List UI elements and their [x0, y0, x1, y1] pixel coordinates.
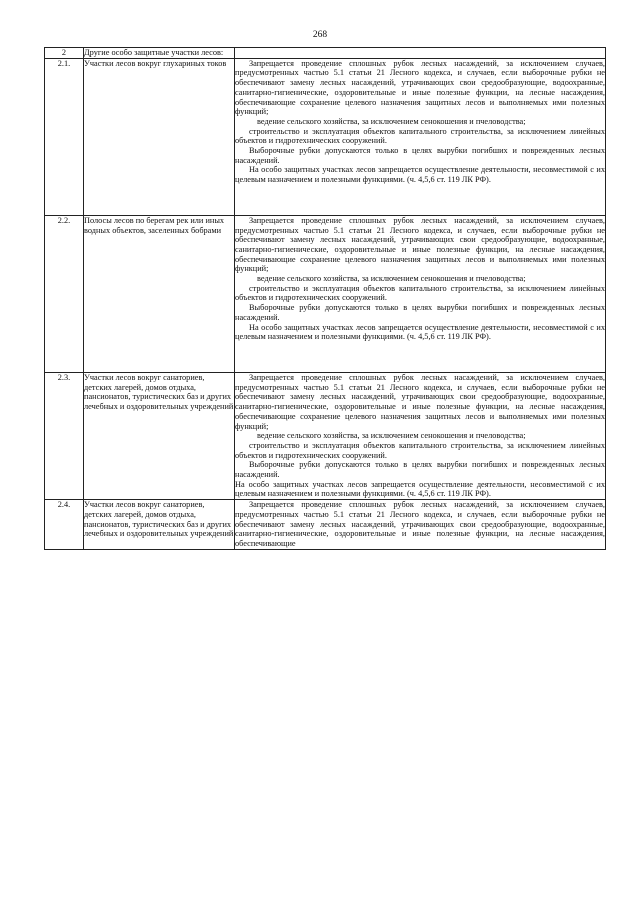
paragraph: строительство и эксплуатация объектов капитального строительства, за исключением линейных объектов и гидротехнических сооружений. — [235, 283, 605, 303]
row-spacer — [235, 185, 605, 215]
row-number: 2.4. — [45, 500, 84, 550]
paragraph: ведение сельского хозяйства, за исключением сенокошения и пчеловодства; — [257, 431, 526, 441]
restrictions-table — [44, 47, 606, 550]
paragraph: Запрещается проведение сплошных рубок лесных насаждений, за исключением случаев, предусмотренных частью 5.1 статьи 21 Лесного кодекса, и случаев, если выборочные рубки не обеспечивают замену лесных насаждений, утрачивающих свои средообразующие, водоохранные, санитарно-гигиенические, оздоровительные и иные полезные функции, на лесные насаждения, обеспечивающие — [235, 500, 605, 548]
paragraph: На особо защитных участках лесов запрещается осуществление деятельности, несовместимой с их целевым назначением и полезными функциями. (ч. 4,5,6 ст. 119 ЛК РФ). — [235, 479, 605, 499]
paragraph: Выборочные рубки допускаются только в целях вырубки погибших и поврежденных лесных насаждений. — [235, 460, 605, 480]
row-text — [235, 372, 606, 499]
row-name: Участки лесов вокруг санаториев, детских лагерей, домов отдыха, пансионатов, туристических баз и других лечебных и оздоровительных учреждений — [84, 372, 235, 499]
paragraph: На особо защитных участках лесов запрещается осуществление деятельности, несовместимой с их целевым назначением и полезными функциями. (ч. 4,5,6 ст. 119 ЛК РФ). — [235, 322, 605, 342]
paragraph: Запрещается проведение сплошных рубок лесных насаждений, за исключением случаев, предусмотренных частью 5.1 статьи 21 Лесного кодекса, и случаев, если выборочные рубки не обеспечивают замену лесных насаждений, утрачивающих свои средообразующие, водоохранные, санитарно-гигиенические, оздоровительные и иные полезные функции, на лесные насаждения, обеспечивающие сохранение целевого назначения защитных лесов и выполняемых ими полезных функций; — [235, 58, 605, 117]
row-text — [235, 500, 606, 550]
paragraph: ведение сельского хозяйства, за исключением сенокошения и пчеловодства; — [257, 116, 526, 126]
paragraph: На особо защитных участках лесов запрещается осуществление деятельности, несовместимой с их целевым назначением и полезными функциями. (ч. 4,5,6 ст. 119 ЛК РФ). — [235, 165, 605, 185]
row-number: 2.2. — [45, 215, 84, 372]
paragraph: Запрещается проведение сплошных рубок лесных насаждений, за исключением случаев, предусмотренных частью 5.1 статьи 21 Лесного кодекса, и случаев, если выборочные рубки не обеспечивают замену лесных насаждений, утрачивающих свои средообразующие, водоохранные, санитарно-гигиенические, оздоровительные и иные полезные функции, на лесные насаждения, обеспечивающие сохранение целевого назначения защитных лесов и выполняемых ими полезных функций; — [235, 215, 605, 274]
table-row — [45, 215, 606, 372]
paragraph: Выборочные рубки допускаются только в целях вырубки погибших и поврежденных лесных насаждений. — [235, 146, 605, 165]
paragraph: строительство и эксплуатация объектов капитального строительства, за исключением линейных объектов и гидротехнических сооружений. — [235, 440, 605, 460]
row-number: 2.3. — [45, 372, 84, 499]
page-number: 268 — [312, 30, 328, 40]
row-number: 2.1. — [45, 58, 84, 215]
row-text — [235, 58, 606, 215]
row-text — [235, 215, 606, 372]
row-name: Участки лесов вокруг санаториев, детских лагерей, домов отдыха, пансионатов, туристических баз и других лечебных и оздоровительных учреждений — [84, 500, 235, 550]
paragraph: ведение сельского хозяйства, за исключением сенокошения и пчеловодства; — [257, 274, 526, 284]
row-number: 2 — [45, 48, 84, 59]
row-name: Полосы лесов по берегам рек или иных водных объектов, заселенных бобрами — [84, 215, 235, 372]
row-spacer — [235, 342, 605, 372]
row-name: Участки лесов вокруг глухариных токов — [84, 58, 235, 215]
row-text — [235, 48, 606, 59]
paragraph: строительство и эксплуатация объектов капитального строительства, за исключением линейных объектов и гидротехнических сооружений. — [235, 126, 605, 146]
table-row — [45, 58, 606, 215]
table-row — [45, 48, 606, 59]
paragraph: Выборочные рубки допускаются только в целях вырубки погибших и поврежденных лесных насаждений. — [235, 303, 605, 322]
row-name: Другие особо защитные участки лесов: — [84, 48, 235, 59]
paragraph: Запрещается проведение сплошных рубок лесных насаждений, за исключением случаев, предусмотренных частью 5.1 статьи 21 Лесного кодекса, и случаев, если выборочные рубки не обеспечивают замену лесных насаждений, утрачивающих свои средообразующие, водоохранные, санитарно-гигиенические, оздоровительные и иные полезные функции, на лесные насаждения, обеспечивающие сохранение целевого назначения защитных лесов и выполняемых ими полезных функций; — [235, 372, 605, 431]
table-row — [45, 500, 606, 550]
table-row — [45, 372, 606, 499]
